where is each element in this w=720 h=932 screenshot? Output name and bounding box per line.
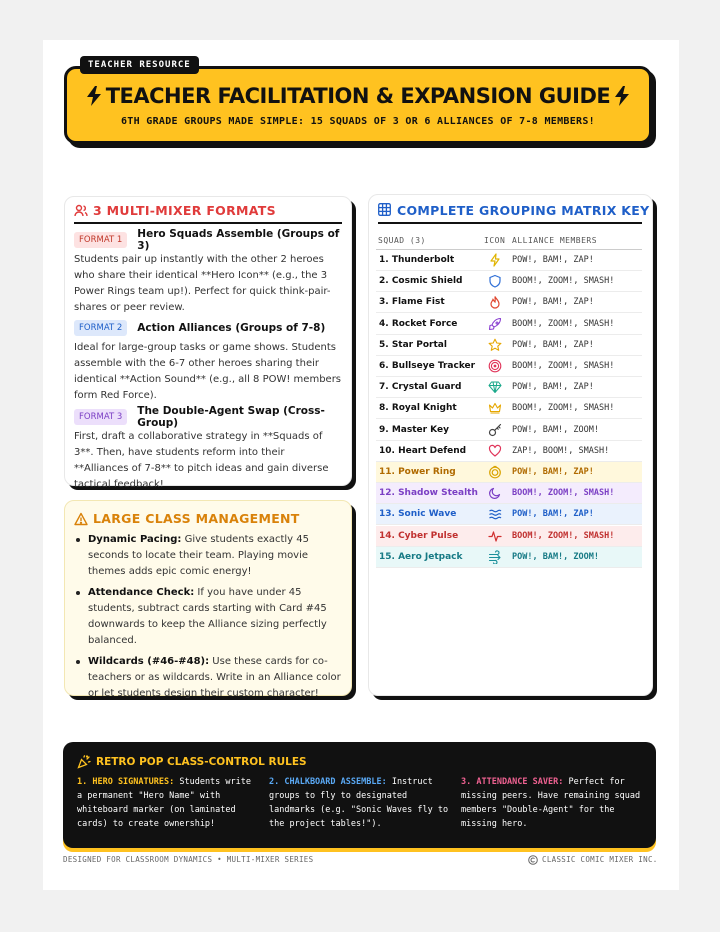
format-item [74, 320, 342, 404]
table-row [376, 526, 642, 547]
pulse-icon [488, 529, 502, 543]
footer-left: DESIGNED FOR CLASSROOM DYNAMICS • MULTI-MIXER SERIES [63, 855, 314, 864]
format-name: Hero Squads Assemble (Groups of 3) [137, 228, 340, 252]
squad-name: 5. Star Portal [379, 339, 447, 350]
squad-name: 13. Sonic Wave [379, 509, 457, 520]
shield-icon [488, 274, 502, 288]
squad-name: 11. Power Ring [379, 467, 456, 477]
squad-name: 15. Aero Jetpack [379, 551, 463, 562]
rule-label: 3. ATTENDANCE SAVER: [461, 777, 564, 787]
key-icon [488, 423, 502, 437]
item-label: Dynamic Pacing: [88, 534, 182, 545]
table-row [376, 547, 642, 568]
table-row [376, 292, 642, 313]
table-row [376, 504, 642, 525]
grid-icon [378, 203, 391, 216]
alliance-members: POW!, BAM!, ZAP! [512, 509, 594, 520]
item-label: Attendance Check: [88, 587, 195, 598]
page-title: TEACHER FACILITATION & EXPANSION GUIDE [105, 84, 611, 108]
column-header-members: ALLIANCE MEMBERS [512, 236, 598, 245]
rule-label: 1. HERO SIGNATURES: [77, 777, 175, 787]
table-row [376, 271, 642, 292]
squad-name: 7. Crystal Guard [379, 382, 462, 393]
formats-divider [74, 222, 342, 224]
target-icon [488, 359, 502, 373]
format-description: First, draft a collaborative strategy in **Squads of 3**. Then, have students reform into their **Alliances of 7-8** to pitch ideas and gain diverse tactical feedback! [74, 431, 329, 490]
gem-icon [488, 380, 502, 394]
format-name: Action Alliances (Groups of 7-8) [137, 322, 326, 334]
format-item [74, 405, 342, 493]
squad-name: 8. Royal Knight [379, 403, 457, 414]
alliance-members: POW!, BAM!, ZOOM! [512, 551, 599, 562]
format-name: The Double-Agent Swap (Cross-Group) [137, 405, 325, 429]
matrix-title: COMPLETE GROUPING MATRIX KEY [397, 203, 650, 218]
rule-text: Instruct groups to fly to designated landmarks (e.g. "Sonic Waves fly to the project tables!"). [269, 777, 449, 829]
users-icon [74, 204, 88, 218]
lightning-bolt-icon [614, 86, 630, 106]
crown-icon [488, 401, 502, 415]
list-item [74, 532, 342, 580]
table-row [376, 250, 642, 271]
table-row [376, 356, 642, 377]
squad-name: 1. Thunderbolt [379, 255, 455, 265]
list-item [74, 654, 342, 702]
format-description: Ideal for large-group tasks or game shows. Students assemble with the 6-7 other heroes sharing their identical **Action Sound** (e.g., all 8 POW! members form Red Force). [74, 342, 342, 401]
table-row [376, 420, 642, 441]
alliance-members: POW!, BAM!, ZAP! [512, 255, 594, 265]
squad-name: 9. Master Key [379, 424, 449, 435]
alliance-members: BOOM!, ZOOM!, SMASH! [512, 276, 615, 287]
footer-right: CLASSIC COMIC MIXER INC. [542, 855, 658, 864]
rule-text: Perfect for missing peers. Have remaining squad members "Double-Agent" for the missing hero. [461, 777, 641, 829]
lightning-icon [488, 253, 502, 267]
large-class-title: LARGE CLASS MANAGEMENT [93, 511, 300, 526]
table-row [376, 462, 642, 483]
alliance-members: BOOM!, ZOOM!, SMASH! [512, 361, 615, 371]
heart-icon [488, 444, 502, 458]
rule-item [269, 775, 449, 831]
header-title-wrap [67, 84, 649, 108]
alliance-members: POW!, BAM!, ZAP! [512, 382, 594, 393]
alliance-members: BOOM!, ZOOM!, SMASH! [512, 318, 615, 329]
rule-item [77, 775, 257, 831]
alliance-members: ZAP!, BOOM!, SMASH! [512, 445, 610, 456]
squad-name: 14. Cyber Pulse [379, 530, 459, 541]
formats-title: 3 MULTI-MIXER FORMATS [93, 203, 276, 218]
table-row [376, 398, 642, 419]
squad-name: 2. Cosmic Shield [379, 276, 463, 287]
large-class-list [74, 532, 342, 707]
moon-icon [488, 486, 502, 500]
copyright-icon [528, 855, 538, 865]
rules-title: RETRO POP CLASS-CONTROL RULES [96, 756, 307, 768]
format-description: Students pair up instantly with the other 2 heroes who share their identical **Hero Icon** (e.g., the 3 Power Rings team up!). Perfect for quick think-pair-shares or peer review. [74, 254, 331, 313]
table-row [376, 314, 642, 335]
rule-item [461, 775, 641, 831]
table-row [376, 377, 642, 398]
squad-name: 4. Rocket Force [379, 318, 458, 329]
format-item [74, 228, 342, 316]
list-item [74, 585, 342, 649]
squad-name: 10. Heart Defend [379, 445, 467, 456]
item-text: Use these cards for co-teachers or as wildcards. Write in an Alliance color or let students design their custom character! [88, 656, 341, 699]
alliance-members: POW!, BAM!, ZOOM! [512, 424, 599, 435]
item-label: Wildcards (#46-#48): [88, 656, 210, 667]
table-row [376, 441, 642, 462]
wave-icon [488, 507, 502, 521]
lightning-bolt-icon [86, 86, 102, 106]
teacher-resource-tag: TEACHER RESOURCE [80, 56, 199, 74]
rule-text: Students write a permanent "Hero Name" with whiteboard marker (on laminated cards) to create ownership! [77, 777, 251, 829]
alliance-members: BOOM!, ZOOM!, SMASH! [512, 530, 615, 541]
rocket-icon [488, 317, 502, 331]
item-text: If you have under 45 students, subtract cards starting with Card #45 downwards to keep the Alliance sizing perfectly balanced. [88, 587, 327, 646]
squad-name: 6. Bullseye Tracker [379, 361, 476, 371]
format-pill: FORMAT 2 [74, 320, 127, 336]
ring-icon [488, 465, 502, 479]
star-icon [488, 338, 502, 352]
warning-icon [74, 512, 88, 526]
squad-name: 12. Shadow Stealth [379, 488, 478, 499]
column-header-icon: ICON [484, 236, 506, 245]
alliance-members: BOOM!, ZOOM!, SMASH! [512, 403, 615, 414]
column-header-squad: SQUAD (3) [378, 236, 426, 245]
rule-label: 2. CHALKBOARD ASSEMBLE: [269, 777, 387, 787]
header-banner [64, 66, 652, 144]
matrix-divider [378, 222, 642, 224]
squad-name: 3. Flame Fist [379, 297, 445, 308]
alliance-members: POW!, BAM!, ZAP! [512, 339, 594, 350]
flame-icon [488, 295, 502, 309]
page-subtitle: 6TH GRADE GROUPS MADE SIMPLE: 15 SQUADS OF 3 OR 6 ALLIANCES OF 7-8 MEMBERS! [120, 116, 596, 127]
table-row [376, 335, 642, 356]
item-text: Give students exactly 45 seconds to locate their team. Playing movie themes adds epic comic energy! [88, 534, 310, 577]
party-popper-icon [77, 755, 91, 769]
table-row [376, 483, 642, 504]
format-pill: FORMAT 1 [74, 232, 127, 248]
alliance-members: POW!, BAM!, ZAP! [512, 297, 594, 308]
alliance-members: POW!, BAM!, ZAP! [512, 467, 594, 477]
format-pill: FORMAT 3 [74, 409, 127, 425]
alliance-members: BOOM!, ZOOM!, SMASH! [512, 488, 615, 499]
wind-icon [488, 550, 502, 564]
